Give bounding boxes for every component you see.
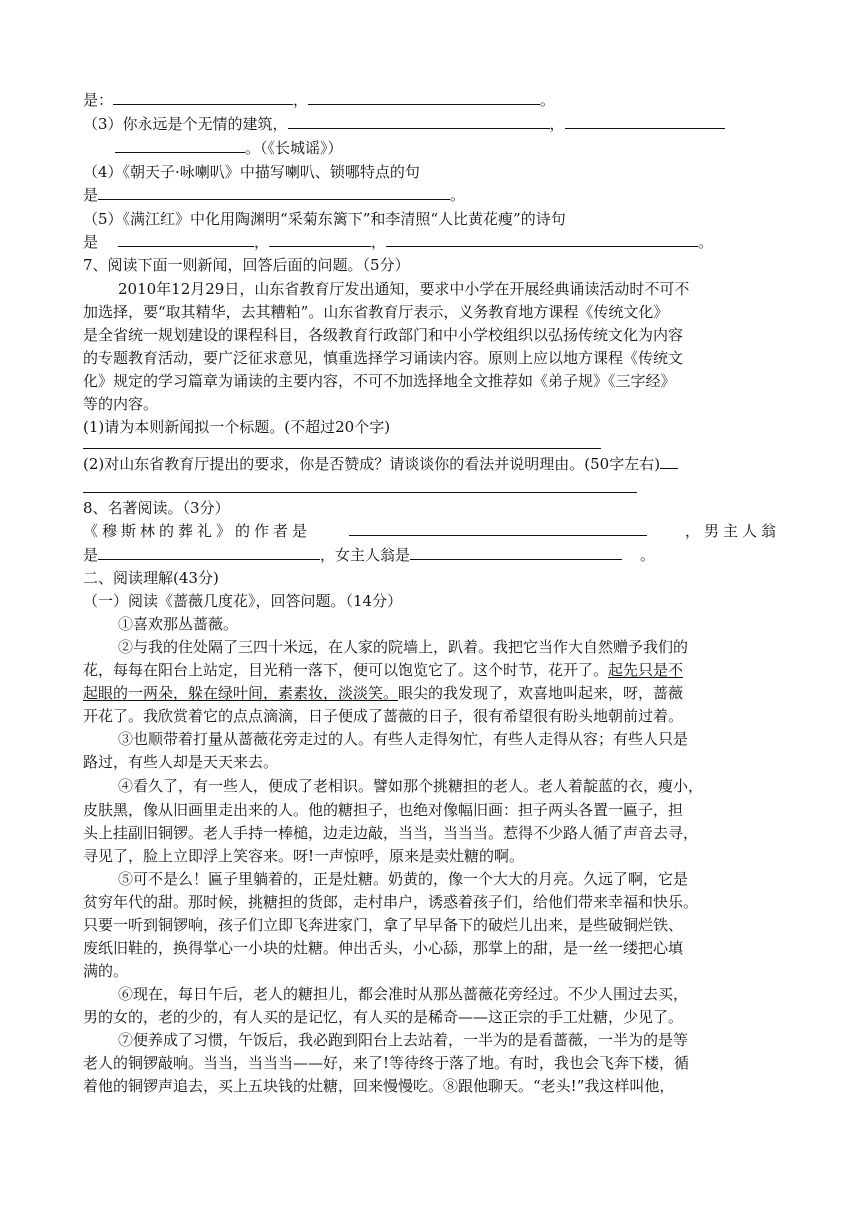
essay-line: 男的女的，老的少的，有人买的是记忆，有人买的是稀奇——这正宗的手工灶糖，少见了。 [83,1008,684,1026]
essay-line: 起眼的一两朵，躲在绿叶间，素素妆，淡淡笑。眼尖的我发现了，欢喜地叫起来，呀，蔷薇 [83,684,684,702]
answer-blank[interactable] [98,185,450,200]
essay-line: 路过，有些人却是天天来去。 [83,753,279,771]
essay-line: ③也顺带着打量从蔷薇花旁走过的人。有些人走得匆忙，有些人走得从容；有些人只是 [118,730,689,748]
q8-line-1: 《穆斯林的葬礼》的作者是 ，男主人翁 [83,522,780,540]
underlined-sentence: 起先只是不 [608,661,684,679]
reading-1-heading: （一）阅读《蔷薇几度花》，回答问题。（14分） [83,592,403,610]
essay-line: 只要一听到铜锣响，孩子们立即飞奔进家门，拿了早早备下的破烂儿出来，是些破铜烂铁、 [83,916,684,934]
essay-line: 开花了。我欣赏着它的点点滴滴，日子便成了蔷薇的日子，很有希望很有盼头地朝前过着。 [83,707,684,725]
answer-blank[interactable] [308,90,540,105]
essay-line: 贫穷年代的甜。那时候，挑糖担的货郎，走村串户，诱惑着孩子们，给他们带来幸福和快乐。 [83,893,699,911]
q6-2-answer-line: 是： ， 。 [83,91,556,109]
essay-line: 头上挂副旧铜锣。老人手持一棒槌，边走边敲，当当，当当当。惹得不少路人循了声音去寻， [83,824,699,842]
answer-blank[interactable] [118,232,254,247]
q6-5-answer-line: 是 ， ， 。 [83,233,714,251]
essay-line: ④看久了，有一些人，便成了老相识。譬如那个挑糖担的老人。老人着靛蓝的衣，瘦小， [118,777,704,795]
essay-line: 着他的铜锣声追去，买上五块钱的灶糖，回来慢慢吃。⑧跟他聊天。“老头!”我这样叫他， [83,1077,675,1095]
answer-blank[interactable] [565,114,725,129]
essay-line: 寻见了，脸上立即浮上笑容来。呀!一声惊呼，原来是卖灶糖的啊。 [83,847,525,865]
q8-heading: 8、名著阅读。（3分） [83,499,230,517]
essay-line: 老人的铜锣敲响。当当，当当当——好，来了!等待终于落了地。有时，我也会飞奔下楼，循 [83,1054,690,1072]
answer-blank[interactable] [660,454,678,469]
essay-line: ①喜欢那丛蔷薇。 [118,615,239,633]
essay-line: ②与我的住处隔了三四十米远，在人家的院墙上，趴着。我把它当作大自然赠予我们的 [118,638,689,656]
news-paragraph-line: 的专题教育活动，要广泛征求意见，慎重选择学习诵读内容。原则上应以地方课程《传统文 [83,349,684,367]
essay-line: ⑤可不是么！匾子里躺着的，正是灶糖。奶黄的，像一个大大的月亮。久远了啊，它是 [118,870,689,888]
q6-3-line: （3）你永远是个无情的建筑， ， [83,114,780,134]
q7-heading: 7、阅读下面一则新闻，回答后面的问题。（5分） [83,256,410,274]
essay-line: 满的。 [83,962,129,980]
answer-blank[interactable] [349,521,647,536]
news-paragraph-line: 是全省统一规划建设的课程科目，各级教育行政部门和中小学校组织以弘扬传统文化为内容 [83,326,684,344]
underlined-sentence: 起眼的一两朵，躲在绿叶间，素素妆，淡淡笑。 [83,684,399,702]
answer-blank[interactable] [113,90,293,105]
q6-4-answer-line: 是 。 [83,186,466,204]
answer-blank[interactable] [269,232,371,247]
q8-line-2: 是 ，女主人翁是 。 [83,546,656,564]
essay-line: 皮肤黑，像从旧画里走出来的人。他的糖担子，也绝对像幅旧画：担子两头各置一匾子，担 [83,801,684,819]
q6-3-continuation: 。（《长城谣》） [115,138,780,158]
section-2-heading: 二、阅读理解(43分) [83,569,219,587]
answer-blank[interactable] [410,545,622,560]
essay-line: 花，每每在阳台上站定，目光稍一落下，便可以饱览它了。这个时节，花开了。起先只是不 [83,661,684,679]
essay-line: 废纸旧鞋的，换得掌心一小块的灶糖。伸出舌头，小心舔，那掌上的甜，是一丝一缕把心填 [83,939,684,957]
q7-2-answer-blank[interactable] [83,492,637,493]
q6-4-prompt: （4）《朝天子·咏喇叭》中描写喇叭、锁哪特点的句 [83,163,420,181]
essay-line: ⑥现在，每日午后，老人的糖担儿，都会准时从那丛蔷薇花旁经过。不少人围过去买， [118,985,689,1003]
news-paragraph-line: 化》规定的学习篇章为诵读的主要内容，不可不加选择地全文推荐如《弟子规》《三字经》 [83,372,676,390]
news-paragraph-line: 等的内容。 [83,395,159,413]
answer-blank[interactable] [288,114,550,129]
q6-5-prompt: （5）《满江红》中化用陶渊明“采菊东篱下”和李清照“人比黄花瘦”的诗句 [83,210,566,228]
q7-2-prompt-line: (2)对山东省教育厅提出的要求，你是否赞成？请谈谈你的看法并说明理由。(50字左右) [83,454,780,474]
essay-line: ⑦便养成了习惯，午饭后，我必跑到阳台上去站着，一半为的是看蔷薇，一半为的是等 [118,1031,689,1049]
answer-blank[interactable] [115,138,245,153]
q7-1-answer-blank[interactable] [83,448,601,449]
news-paragraph-line: 2010年12月29日，山东省教育厅发出通知，要求中小学在开展经典诵读活动时不可不 [118,280,690,298]
q7-1-prompt: (1)请为本则新闻拟一个标题。(不超过20个字) [83,418,391,436]
news-paragraph-line: 加选择，要“取其精华，去其糟粕”。山东省教育厅表示，义务教育地方课程《传统文化》 [83,303,669,321]
answer-blank[interactable] [386,232,698,247]
answer-blank[interactable] [98,545,320,560]
